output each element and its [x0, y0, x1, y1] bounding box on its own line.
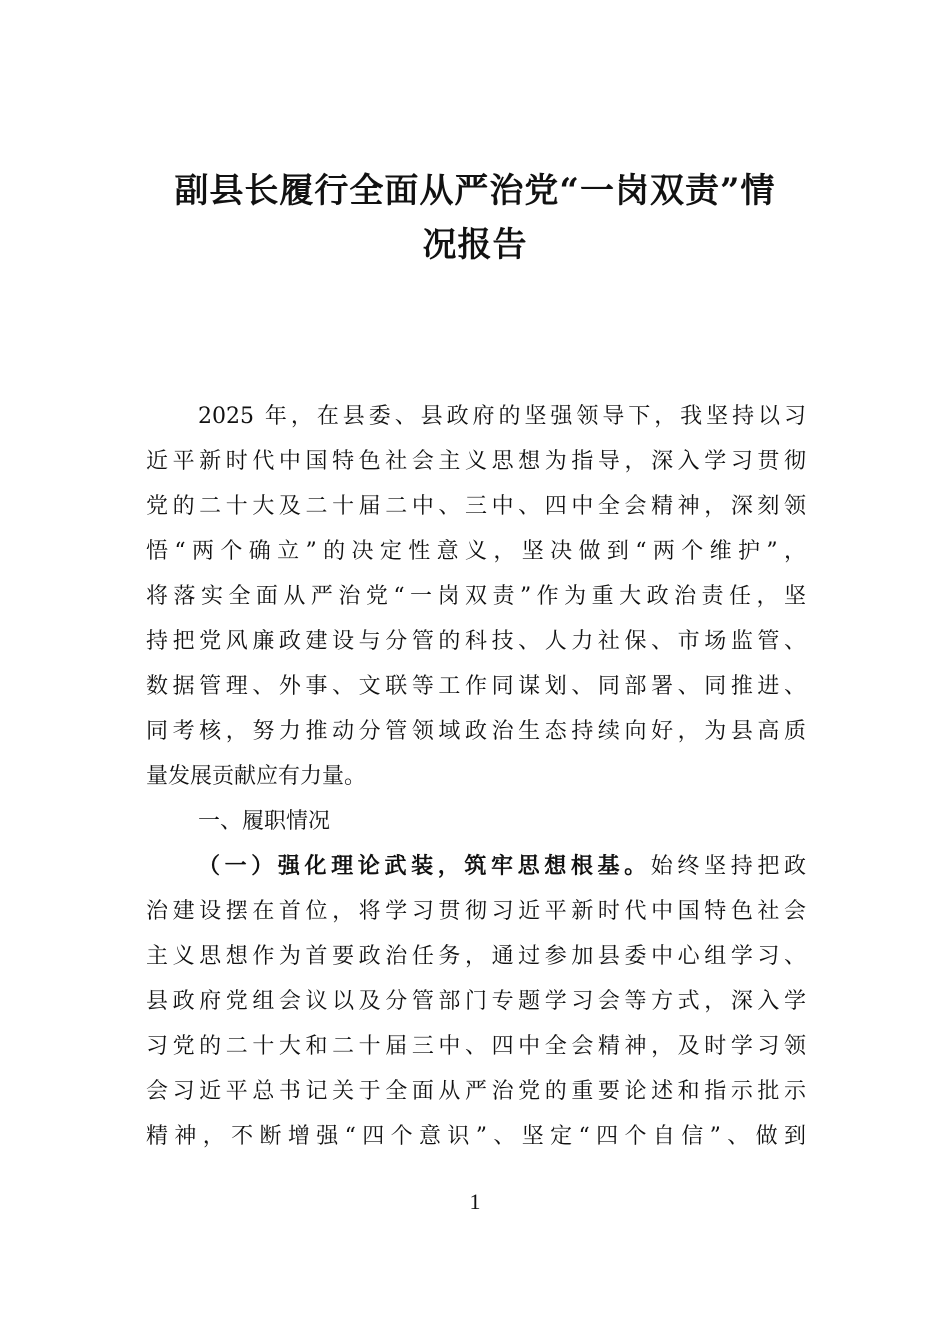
paragraph-line: 治建设摆在首位，将学习贯彻习近平新时代中国特色社会 — [146, 899, 806, 924]
paragraph-line: 主义思想作为首要政治任务，通过参加县委中心组学习、 — [146, 944, 806, 969]
paragraph-line: 同考核，努力推动分管领域政治生态持续向好，为县高质 — [146, 719, 806, 744]
paragraph-line: 党的二十大及二十届二中、三中、四中全会精神，深刻领 — [146, 494, 806, 519]
document-title — [140, 164, 810, 272]
paragraph-line: 习党的二十大和二十届三中、四中全会精神，及时学习领 — [146, 1034, 806, 1059]
paragraph-line: 持把党风廉政建设与分管的科技、人力社保、市场监管、 — [146, 629, 806, 654]
paragraph-line: 近平新时代中国特色社会主义思想为指导，深入学习贯彻 — [146, 449, 806, 474]
subsection-title: （一）强化理论武装，筑牢思想根基。 — [198, 853, 651, 879]
paragraph-line: 数据管理、外事、文联等工作同谋划、同部署、同推进、 — [146, 674, 806, 699]
paragraph-line — [146, 844, 806, 889]
title-line: 况报告 — [422, 225, 528, 265]
subsection-first-line-text: 始终坚持把政 — [650, 854, 806, 879]
paragraph-line: 精神，不断增强“四个意识”、坚定“四个自信”、做到 — [146, 1124, 806, 1149]
paragraph-line: 2025 年，在县委、县政府的坚强领导下，我坚持以习 — [198, 404, 806, 429]
title-line: 副县长履行全面从严治党“一岗双责”情 — [174, 171, 776, 211]
section-heading: 一、履职情况 — [198, 809, 331, 834]
page-number: 1 — [469, 1189, 481, 1214]
subsection-paragraph — [146, 844, 806, 1159]
paragraph-line: 县政府党组会议以及分管部门专题学习会等方式，深入学 — [146, 989, 806, 1014]
document-body — [146, 394, 806, 1159]
paragraph-line: 将落实全面从严治党“一岗双责”作为重大政治责任，坚 — [146, 584, 806, 609]
paragraph-line: 悟“两个确立”的决定性意义，坚决做到“两个维护”， — [146, 539, 806, 564]
intro-paragraph — [146, 394, 806, 799]
paragraph-line: 量发展贡献应有力量。 — [146, 764, 367, 789]
paragraph-line: 会习近平总书记关于全面从严治党的重要论述和指示批示 — [146, 1079, 806, 1104]
